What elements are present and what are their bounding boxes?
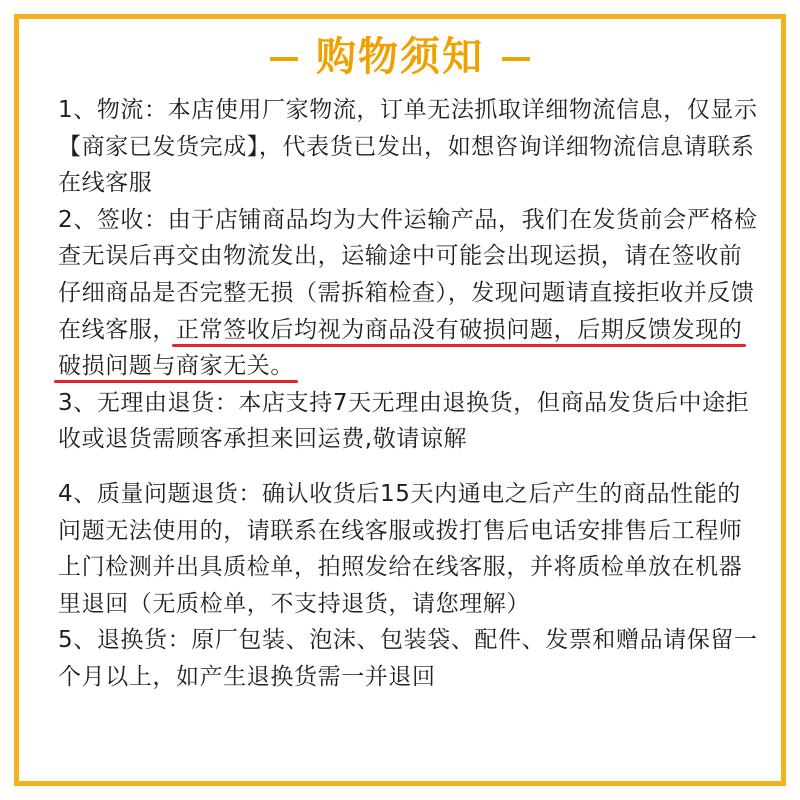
signing-highlight: 正常签收后均视为商品没有破损问题，后期反馈发现的破损问题与商家无关。 xyxy=(58,316,743,380)
title-dash-right xyxy=(502,57,530,61)
page-title-row xyxy=(0,25,800,82)
notice-item-signing xyxy=(58,202,758,385)
notice-list xyxy=(58,92,758,696)
notice-item-quality-return: 4、质量问题退货：确认收货后15天内通电之后产生的商品性能的问题无法使用的，请联系在线客服或拨打售后电话安排售后工程师上门检测并出具质检单，拍照发给在线客服，并将质检单放在机器里退回（无质检单，不支持退货，请您理解） xyxy=(58,480,743,617)
title-dash-left xyxy=(270,57,298,61)
signing-text: 2、签收：由于店铺商品均为大件运输产品，我们在发货前会严格检查无误后再交由物流发出，运输途中可能会出现运损，请在签收前仔细商品是否完整无损（需拆箱检查），发现问题请直接拒收并反馈在线客服， xyxy=(58,206,758,343)
page-title: 购物须知 xyxy=(316,34,484,80)
highlight-underline xyxy=(54,380,298,383)
notice-item-logistics: 1、物流：本店使用厂家物流，订单无法抓取详细物流信息，仅显示【商家已发货完成】，代表货已发出，如想咨询详细物流信息请联系在线客服 xyxy=(58,97,758,197)
notice-item-exchange: 5、退换货：原厂包装、泡沫、包装袋、配件、发票和赠品请保留一个月以上，如产生退换货需一并退回 xyxy=(58,627,758,690)
notice-item-no-reason-return: 3、无理由退货：本店支持7天无理由退换货，但商品发货后中途拒收或退货需顾客承担来回运费,敬请谅解 xyxy=(58,389,750,453)
highlight-underline xyxy=(172,344,746,347)
